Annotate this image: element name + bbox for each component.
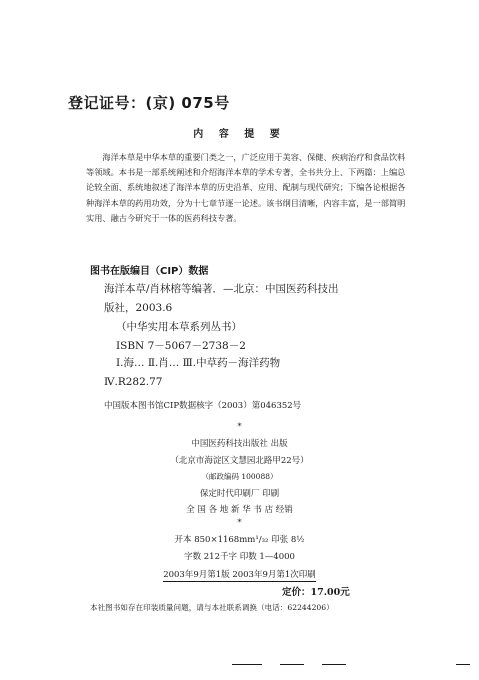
cip-line-classification: Ⅳ.R282.77	[104, 376, 163, 388]
cip-line-title: 海洋本草/肖林榕等编著．—北京：中国医药科技出	[104, 283, 339, 295]
publisher-postal-code: （邮政编码 100088）	[201, 472, 278, 481]
cip-line-series: （中华实用本草系列丛书）	[116, 321, 242, 333]
distributor-info: 全 国 各 地 新 华 书 店 经销	[186, 505, 293, 515]
price: 定价：17.00元	[282, 587, 350, 598]
registration-number: 登记证号：(京) 075号	[68, 94, 230, 112]
scan-artifact-line	[322, 664, 346, 665]
cip-verification-number: 中国版本图书馆CIP数据核字（2003）第046352号	[104, 401, 302, 411]
summary-heading: 内 容 提 要	[193, 129, 286, 140]
separator-star: *	[237, 422, 242, 432]
scan-artifact-line	[232, 664, 262, 665]
word-count-info: 字数 212千字 印数 1—4000	[184, 552, 295, 562]
summary-paragraph: 海洋本草是中华本草的重要门类之一，广泛应用于美容、保健、疾病治疗和食品饮料等领域。本书是一部系统阐述和介绍海洋本草的学术专著，全书共分上、下两篇：上编总论较全面、系统地叙述了海洋本草的历史沿革、应用、配制与现代研究；下编各论根据各种海洋本草的药用功效，分为十七章节逐一论述。该书纲目清晰，内容丰富，是一部简明实用、融古今研究于一体的医药科技专著。	[86, 152, 406, 223]
cip-title: 图书在版编目（CIP）数据	[90, 266, 209, 277]
cip-line-publisher: 版社，2003.6	[104, 302, 173, 314]
summary-text-block	[86, 150, 406, 226]
publisher-address: （北京市海淀区文慧园北路甲22号）	[170, 456, 309, 466]
scan-artifact-line	[456, 664, 470, 665]
edition-text: 2003年9月第1版 2003年9月第1次印刷	[163, 570, 316, 580]
publisher-name: 中国医药科技出版社 出版	[191, 439, 288, 449]
separator-star: *	[237, 518, 242, 528]
edition-info	[0, 568, 479, 580]
printer-info: 保定时代印刷厂 印刷	[199, 489, 280, 499]
cip-line-isbn: ISBN 7－5067－2738－2	[116, 340, 246, 352]
quality-notice: 本社图书如存在印装质量问题，请与本社联系调换（电话：62244206）	[90, 603, 334, 612]
cip-line-subjects: Ⅰ.海… Ⅱ.肖… Ⅲ.中草药－海洋药物	[116, 357, 281, 369]
format-info: 开本 850×1168mm¹/₃₂ 印张 8½	[174, 535, 305, 545]
scan-artifact-line	[280, 664, 304, 665]
